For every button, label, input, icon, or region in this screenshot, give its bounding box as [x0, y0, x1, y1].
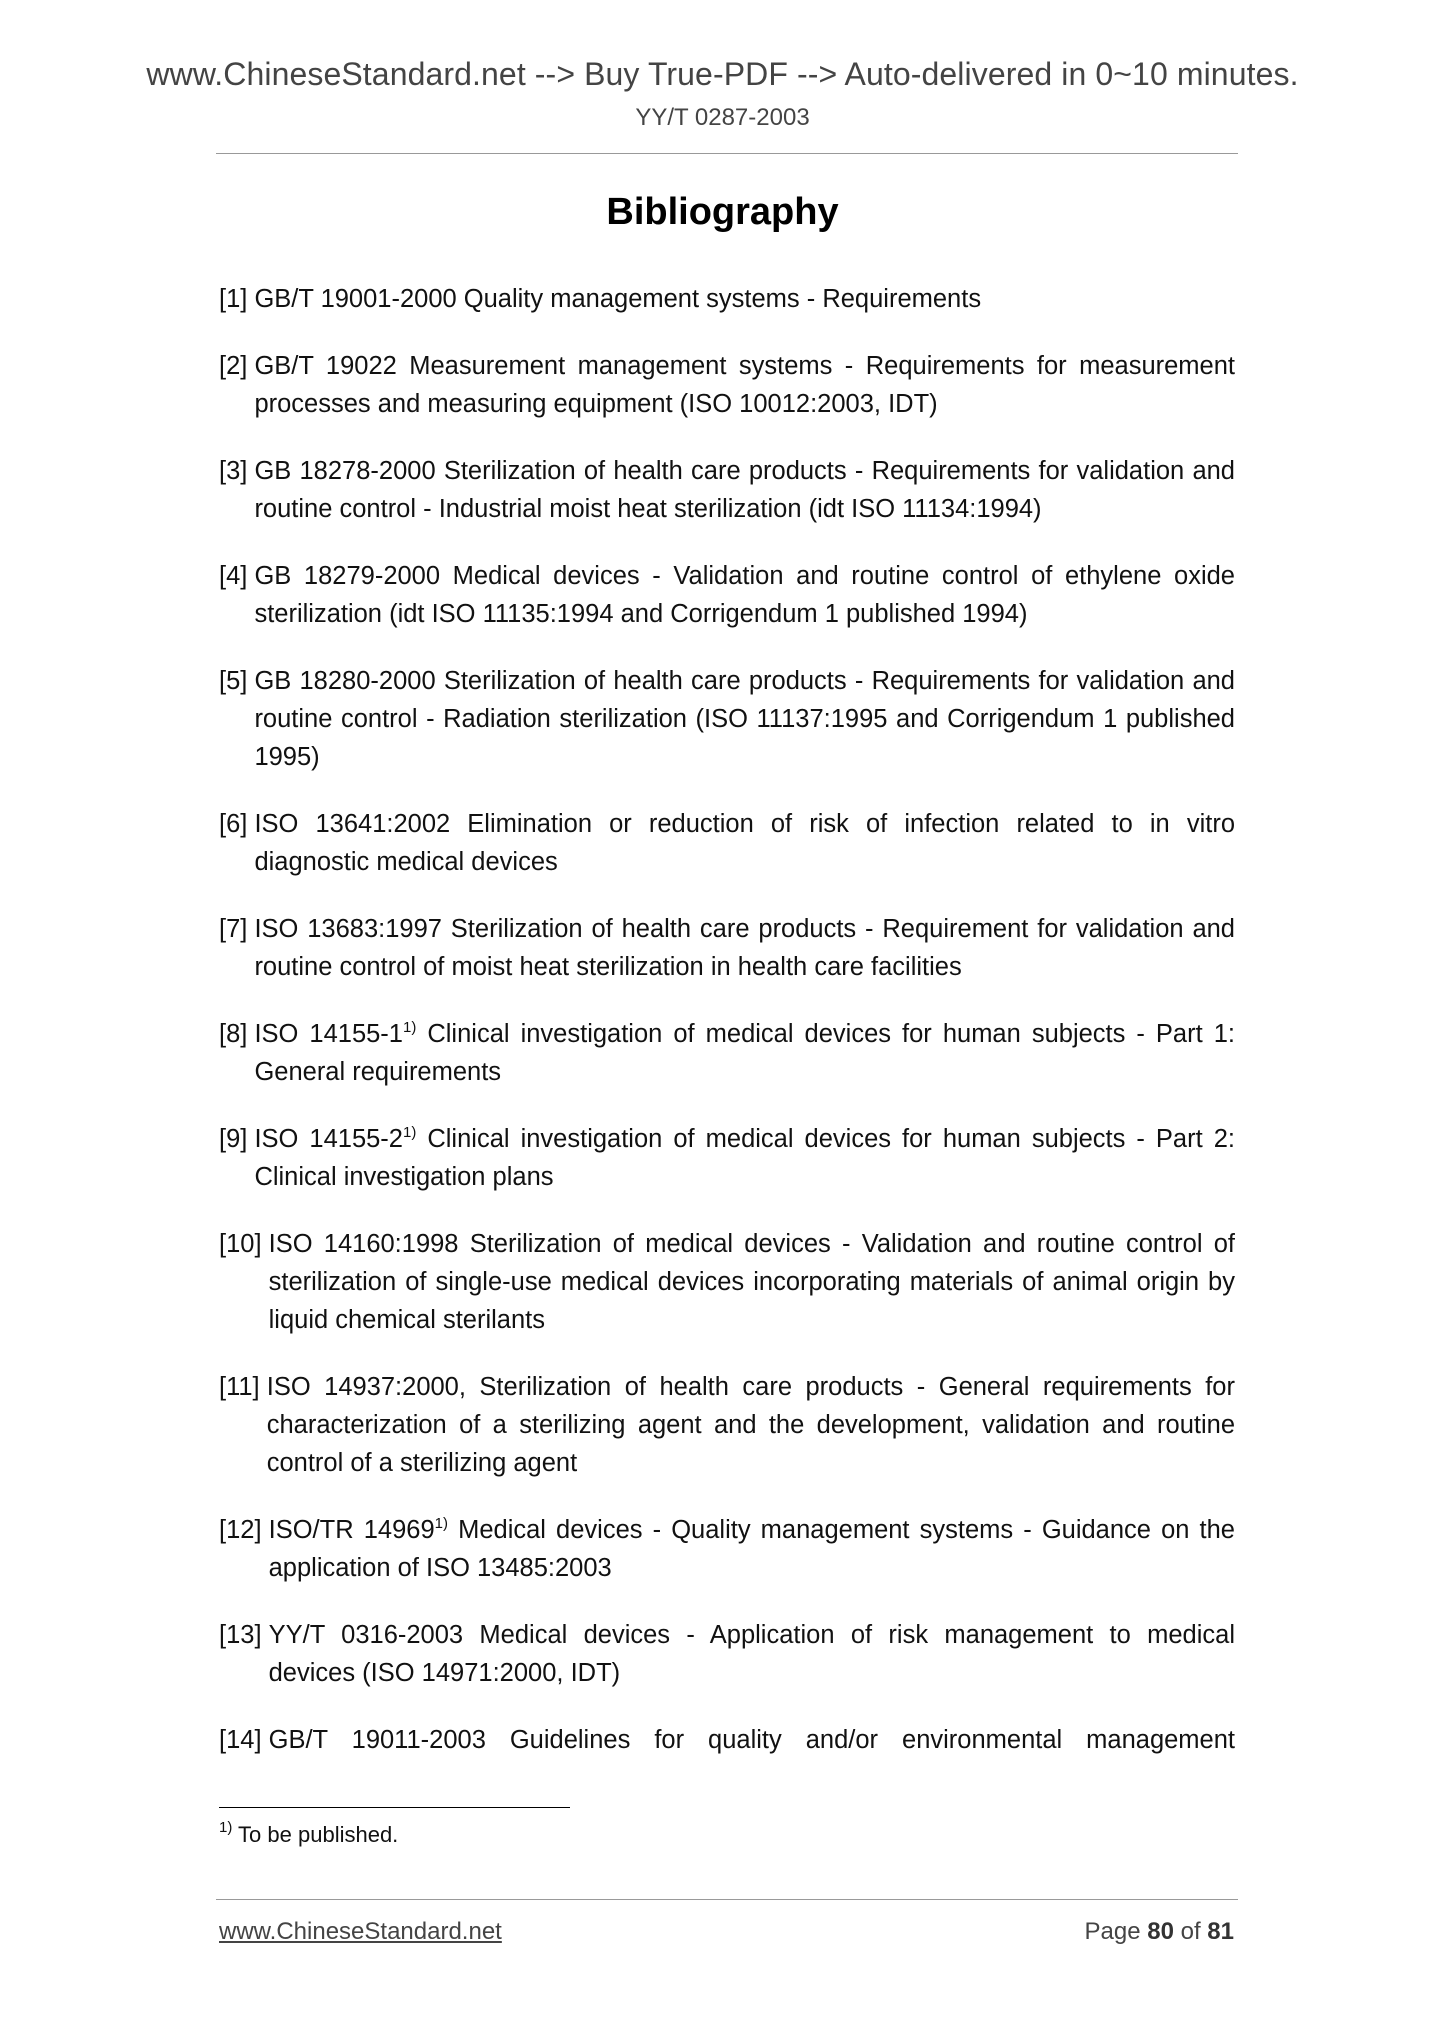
footnote-text: To be published.: [232, 1822, 399, 1847]
reference-number: [13]: [219, 1621, 269, 1649]
reference-text: ISO 14155-1$^{1)}$ Clinical investigation of medical devices for human subjects - Part 1: General requirements: [254, 1019, 1235, 1086]
footnote: [219, 1819, 399, 1848]
total-page-count: 81: [1207, 1918, 1234, 1945]
reference-text: GB/T 19001-2000 Quality management systems - Requirements: [254, 285, 982, 313]
reference-item: [219, 1511, 1235, 1587]
reference-text: ISO/TR 14969$^{1)}$ Medical devices - Quality management systems - Guidance on the application of ISO 13485:2003: [268, 1515, 1235, 1582]
reference-text: YY/T 0316-2003 Medical devices - Application of risk management to medical devices (ISO 14971:2000, IDT): [268, 1621, 1235, 1687]
page-title: Bibliography: [606, 191, 839, 233]
reference-number: [10]: [219, 1230, 269, 1258]
reference-text: ISO 14937:2000, Sterilization of health care products - General requirements for characterization of a sterilizing agent and the development, validation and routine control of a sterilizing agent: [266, 1373, 1235, 1477]
reference-item: [219, 805, 1235, 881]
reference-number: [4]: [219, 562, 255, 590]
reference-number: [3]: [219, 457, 255, 485]
reference-number: [11]: [219, 1373, 267, 1401]
reference-item: [219, 1015, 1235, 1091]
reference-item: [219, 662, 1235, 776]
reference-number: [8]: [219, 1020, 255, 1048]
reference-item: [219, 1616, 1235, 1692]
reference-text: ISO 14155-2$^{1)}$ Clinical investigation of medical devices for human subjects - Part 2: Clinical investigation plans: [254, 1124, 1235, 1191]
header-banner: www.ChineseStandard.net --> Buy True-PDF --> Auto-delivered in 0~10 minutes.: [146, 56, 1299, 92]
reference-text: GB/T 19011-2003 Guidelines for quality and/or environmental management: [268, 1726, 1235, 1754]
current-page-number: 80: [1147, 1918, 1174, 1945]
reference-item: [219, 280, 1235, 318]
header-divider: [216, 153, 1238, 154]
bibliography-list: [219, 280, 1235, 1788]
document-code: YY/T 0287-2003: [635, 104, 810, 131]
reference-number: [2]: [219, 352, 255, 380]
reference-item: [219, 452, 1235, 528]
reference-number: [14]: [219, 1726, 269, 1754]
reference-number: [12]: [219, 1516, 269, 1544]
footnote-marker: 1): [434, 1515, 448, 1532]
reference-number: [1]: [219, 285, 255, 313]
reference-item: [219, 1120, 1235, 1196]
reference-item: [219, 347, 1235, 423]
footnote-marker: 1): [402, 1019, 417, 1036]
reference-item: [219, 557, 1235, 633]
reference-text: ISO 13641:2002 Elimination or reduction of risk of infection related to in vitro diagnostic medical devices: [254, 810, 1235, 876]
reference-text: GB/T 19022 Measurement management systems - Requirements for measurement processes and measuring equipment (ISO 10012:2003, IDT): [254, 352, 1235, 418]
reference-number: [9]: [219, 1125, 255, 1153]
reference-text: GB 18280-2000 Sterilization of health care products - Requirements for validation and routine control - Radiation sterilization (ISO 11137:1995 and Corrigendum 1 published 1995): [254, 667, 1235, 771]
reference-item: [219, 1368, 1235, 1482]
reference-item: [219, 1721, 1235, 1759]
footnote-marker: 1): [219, 1819, 233, 1836]
footer-divider: [216, 1899, 1238, 1900]
footnote-marker: 1): [402, 1124, 417, 1141]
reference-text: ISO 14160:1998 Sterilization of medical devices - Validation and routine control of sterilization of single-use medical devices incorporating materials of animal origin by liquid chemical sterilants: [268, 1230, 1235, 1334]
reference-item: [219, 1225, 1235, 1339]
footer-website-link[interactable]: www.ChineseStandard.net: [219, 1918, 502, 1945]
reference-number: [6]: [219, 810, 255, 838]
reference-text: GB 18279-2000 Medical devices - Validation and routine control of ethylene oxide sterilization (idt ISO 11135:1994 and Corrigendum 1 published 1994): [254, 562, 1235, 628]
reference-number: [7]: [219, 915, 255, 943]
reference-number: [5]: [219, 667, 255, 695]
footnote-divider: [219, 1807, 570, 1808]
page-indicator: Page 80 of 81: [1084, 1918, 1234, 1945]
reference-text: ISO 13683:1997 Sterilization of health care products - Requirement for validation and routine control of moist heat sterilization in health care facilities: [254, 915, 1235, 981]
reference-item: [219, 910, 1235, 986]
reference-text: GB 18278-2000 Sterilization of health care products - Requirements for validation and routine control - Industrial moist heat sterilization (idt ISO 11134:1994): [254, 457, 1235, 523]
